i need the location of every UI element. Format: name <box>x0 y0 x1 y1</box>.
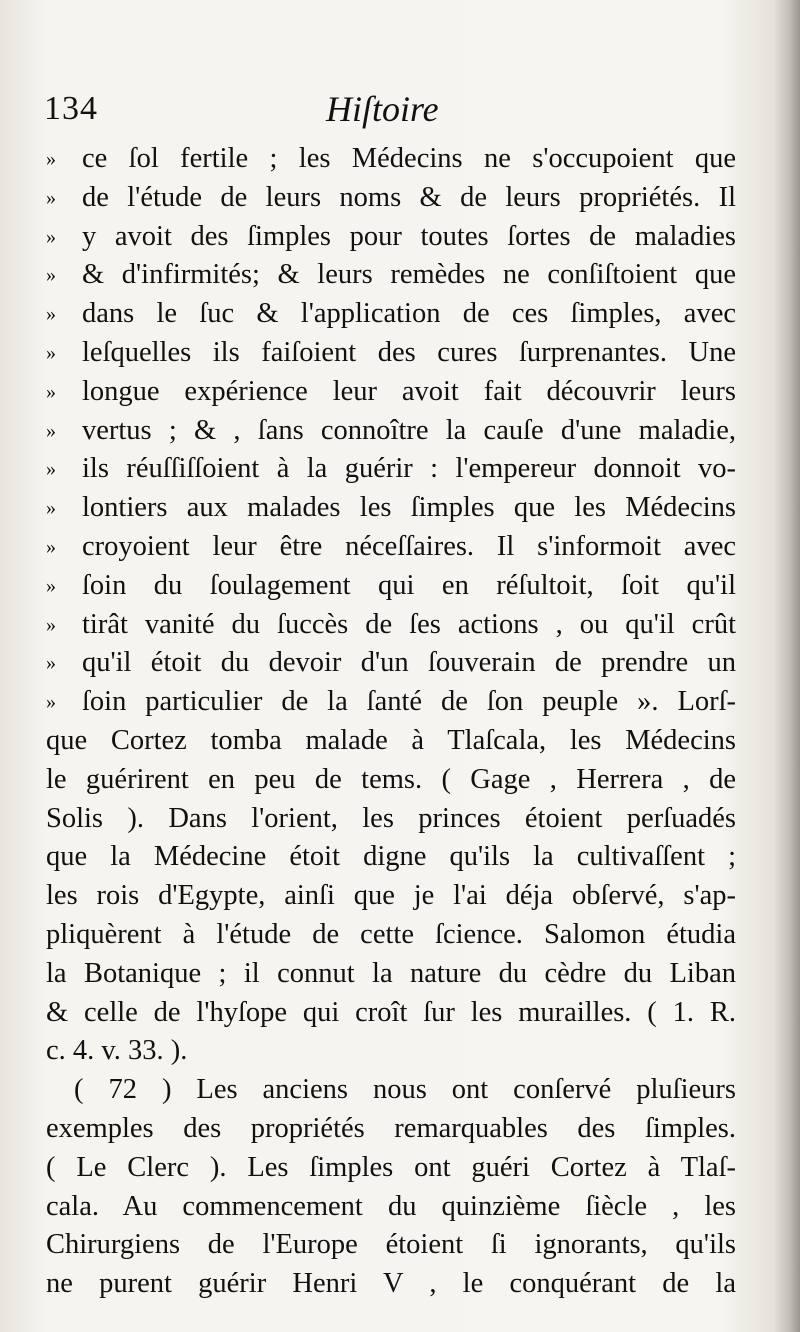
line-text: Chirurgiens de l'Europe étoient ſi ignorants, qu'ils <box>46 1229 736 1261</box>
text-line <box>46 489 736 528</box>
line-text: croyoient leur être néceſſaires. Il s'informoit avec <box>82 530 736 562</box>
text-line <box>46 1149 736 1188</box>
line-text: longue expérience leur avoit fait découvrir leurs <box>82 375 736 407</box>
text-line <box>46 1226 736 1265</box>
line-text: ne purent guérir Henri V , le conquérant de la <box>46 1268 736 1300</box>
text-line <box>46 567 736 606</box>
text-line <box>46 800 736 839</box>
line-text: ſoin particulier de la ſanté de ſon peuple ». Lorſ- <box>82 686 736 718</box>
text-line <box>46 528 736 567</box>
line-text: tirât vanité du ſuccès de ſes actions , ou qu'il crût <box>82 608 736 640</box>
quote-mark: » <box>46 535 56 558</box>
line-text: la Botanique ; il connut la nature du cèdre du Liban <box>46 957 736 989</box>
text-line <box>46 1110 736 1149</box>
text-line <box>46 179 736 218</box>
text-line <box>46 644 736 683</box>
text-line <box>46 412 736 451</box>
text-line <box>46 916 736 955</box>
line-text: le guérirent en peu de tems. ( Gage , Herrera , de <box>46 763 736 795</box>
quote-mark: » <box>46 497 56 520</box>
line-text: qu'il étoit du devoir d'un ſouverain de prendre un <box>82 647 736 679</box>
line-text: que Cortez tomba malade à Tlaſcala, les Médecins <box>46 724 736 756</box>
body-text <box>46 140 736 1304</box>
quote-mark: » <box>46 458 56 481</box>
line-text: ( 72 ) Les anciens nous ont conſervé pluſieurs <box>74 1074 736 1106</box>
text-line <box>46 373 736 412</box>
text-line <box>46 683 736 722</box>
line-text: vertus ; & , ſans connoître la cauſe d'une maladie, <box>82 414 736 446</box>
line-text: que la Médecine étoit digne qu'ils la cultivaſſent ; <box>46 841 736 873</box>
quote-mark: » <box>46 652 56 675</box>
quote-mark: » <box>46 574 56 597</box>
page-edge-shadow <box>774 0 800 1332</box>
text-line <box>46 955 736 994</box>
text-line <box>46 1188 736 1227</box>
line-text: & celle de l'hyſope qui croît ſur les murailles. ( 1. R. <box>46 996 736 1028</box>
text-line <box>46 140 736 179</box>
line-text: lontiers aux malades les ſimples que les Médecins <box>82 492 736 524</box>
text-line <box>46 218 736 257</box>
quote-mark: » <box>46 186 56 209</box>
line-text: ils réuſſiſſoient à la guérir : l'empereur donnoit vo- <box>82 453 736 485</box>
line-text: leſquelles ils faiſoient des cures ſurprenantes. Une <box>82 336 736 368</box>
line-text: de l'étude de leurs noms & de leurs propriétés. Il <box>82 181 736 213</box>
line-text: cala. Au commencement du quinzième ſiècle , les <box>46 1190 736 1222</box>
text-line <box>46 838 736 877</box>
line-text: Solis ). Dans l'orient, les princes étoient perſuadés <box>46 802 736 834</box>
quote-mark: » <box>46 341 56 364</box>
quote-mark: » <box>46 691 56 714</box>
line-text: ſoin du ſoulagement qui en réſultoit, ſoit qu'il <box>82 569 736 601</box>
line-text: y avoit des ſimples pour toutes ſortes de maladies <box>82 220 736 252</box>
quote-mark: » <box>46 264 56 287</box>
text-line <box>46 606 736 645</box>
text-line <box>46 450 736 489</box>
page-header <box>44 84 744 136</box>
quote-mark: » <box>46 380 56 403</box>
text-line <box>46 761 736 800</box>
line-text: dans le ſuc & l'application de ces ſimples, avec <box>82 298 736 330</box>
text-line <box>46 295 736 334</box>
quote-mark: » <box>46 148 56 170</box>
quote-mark: » <box>46 419 56 442</box>
text-line <box>46 334 736 373</box>
text-line <box>46 256 736 295</box>
text-line <box>46 1265 736 1304</box>
line-text: c. 4. v. 33. ). <box>46 1035 188 1067</box>
line-text: & d'infirmités; & leurs remèdes ne conſiſtoient que <box>82 259 736 291</box>
text-line <box>46 1032 736 1071</box>
text-line <box>46 722 736 761</box>
line-text: exemples des propriétés remarquables des ſimples. <box>46 1112 736 1144</box>
page-number: 134 <box>44 90 98 127</box>
quote-mark: » <box>46 303 56 326</box>
line-text: les rois d'Egypte, ainſi que je l'ai déja obſervé, s'ap- <box>46 880 736 912</box>
line-text: ( Le Clerc ). Les ſimples ont guéri Cortez à Tlaſ- <box>46 1151 736 1183</box>
quote-mark: » <box>46 225 56 248</box>
line-text: pliquèrent à l'étude de cette ſcience. Salomon étudia <box>46 918 736 950</box>
quote-mark: » <box>46 613 56 636</box>
text-line <box>46 1071 736 1110</box>
text-line <box>46 994 736 1033</box>
text-line <box>46 877 736 916</box>
line-text: ce ſol fertile ; les Médecins ne s'occupoient que <box>82 143 736 174</box>
running-head: Hiſtoire <box>326 89 439 129</box>
